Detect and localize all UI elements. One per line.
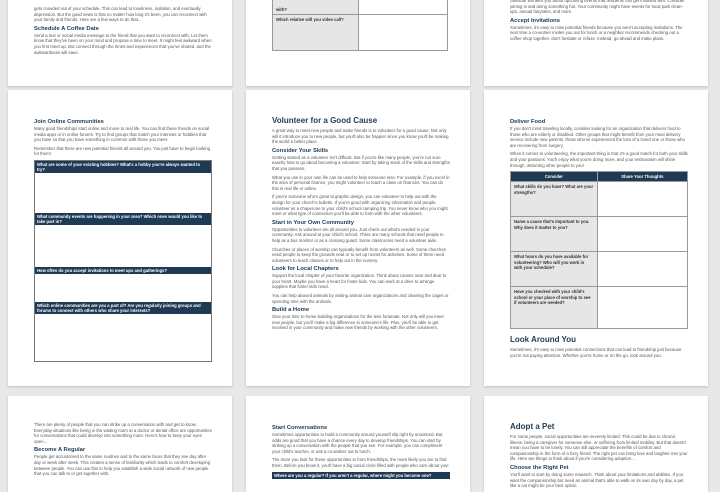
- body-text: There are plenty of people that you can strike up a conversation with and get to know. Everyday situations like being in the waiting room at a doctor or dental office are opportunities for conversations that could develop into something more. Here's how to keep your eyes open...: [34, 422, 212, 444]
- answer-cell[interactable]: [597, 252, 687, 287]
- column-header: Share Your Thoughts: [597, 172, 687, 182]
- question-cell: What hours do you have available for volunteering? Who will you work in with your schedule?: [511, 252, 598, 287]
- page-title: Volunteer for a Good Cause: [272, 116, 378, 125]
- answer-cell[interactable]: [597, 217, 687, 252]
- question-bar: What community events are happening in your area? Which ones would you like to take part in?: [35, 213, 211, 225]
- body-text: People get accustomed to the same routines and to the same faces that they see day after day or week after week. This creates a sense of familiarity which leads to comfort developing between people. You can use this to help you establish a wide social network of new people that you can talk to or get together with.: [34, 454, 211, 477]
- page-6: [484, 90, 708, 386]
- answer-cell[interactable]: [597, 182, 687, 217]
- answer-cell[interactable]: [358, 0, 447, 15]
- page-9: [484, 396, 708, 492]
- body-text: You can help abused animals by visiting animal care organizations and cleaning the cages or spending time with the animals.: [272, 293, 449, 304]
- worksheet-table: [272, 0, 448, 51]
- answer-cell[interactable]: [358, 15, 447, 51]
- body-text: Sometimes, it's easy to miss potential friends because you aren't accepting invitations. The next time a co-worker invites you out for lunch or a neighbor recommends checking out a coffee shop together, don't hesitate or refuse. Instead, go ahead and make plans.: [510, 24, 683, 41]
- section-heading: Join Online Communities: [34, 119, 104, 125]
- question-bar: What are some of your existing hobbies? What's a hobby you're always wanted to try?: [35, 161, 211, 173]
- section-heading: Consider Your Skills: [272, 147, 329, 154]
- worksheet-table: [510, 171, 688, 329]
- question-cell: Name a cause that's important to you. Why does it matter to you?: [511, 217, 598, 252]
- worksheet-box: [34, 160, 212, 362]
- body-text: Sometimes, it's easy to miss potential connections that can lead to friendship just because you're not paying attention. Whether you're home or on the go, look around you.: [510, 347, 682, 358]
- answer-area[interactable]: [35, 274, 211, 302]
- body-text: gets crowded out of your schedule. This can lead to loneliness, isolation, and eventually depression. But the good news is that no matter how long it's been, you can reconnect with your family and friends. Here are a few ways to do that...: [34, 6, 207, 23]
- page-title: Adopt a Pet: [510, 422, 555, 431]
- question-bar: Which online communities are you a part of? Are you regularly joining groups and forums to connect with others who share your interests?: [35, 302, 211, 314]
- section-heading: Accept Invitations: [510, 17, 560, 24]
- column-header: Consider: [511, 172, 598, 182]
- page-8: [246, 396, 470, 492]
- question-cell: with?: [273, 0, 359, 15]
- question-cell: Have you checked with your child's school or your place of worship to see if volunteers are needed?: [511, 287, 598, 329]
- body-text: Churches or places of worship can typically benefit from volunteers as well. Some churches need people to keep the grounds neat or to set up rooms for activities. Some of them need volunteers to teach classes or to help out in the nursery.: [272, 246, 446, 263]
- body-text: You'll want to start by doing some research. Think about your limitations and abilities. If you want the companionship but need an animal that's able to walk on its own day by day, a pet like a cat might be your best option.: [510, 471, 684, 489]
- body-text: Remember that there are new potential friends all around you. You just have to begin looking for them!: [34, 145, 211, 157]
- question-cell: What skills do you have? What are your strengths?: [511, 182, 598, 217]
- body-text: If you're someone who's great at graphic design, you can volunteer to help out with the design for your church's bulletin. If you're good with organizing information and people, volunteer as a chaperone to your child's school camping trip. You never know who you might meet or what type of connection you'll be able to form with the other volunteers.: [272, 194, 448, 217]
- body-text: What you use in your own life can be used to help someone else. For example, if you excel in the area of personal finance, you might volunteer to teach a class on finances. You can do this in real life or online.: [272, 174, 450, 191]
- page-3: [484, 0, 708, 86]
- answer-cell[interactable]: [597, 287, 687, 329]
- body-text: Support the local chapter of your favorite organization. Think about causes near and dear to your heart. Maybe you have a heart for foster kids. You can work at a drive to arrange supplies that foster kids need.: [272, 273, 447, 290]
- body-text: When it comes to volunteering, the important thing is that it's a good match for both your skills and your passions. You'll enjoy what you're doing more, and your enthusiasm will shine through, attracting other people to you!: [510, 151, 688, 168]
- page-5: [246, 90, 470, 386]
- section-heading: Start in Your Own Community: [272, 219, 354, 226]
- body-text: Opportunities to volunteer are all around you. Just check out what's needed in your community. Ask around at your child's school. There are many schools that need people to help as a bus monitor or as a crossing guard. Some classrooms need a volunteer aide.: [272, 226, 444, 243]
- page-2: [246, 0, 470, 86]
- body-text: For some people, social opportunities are severely limited. This could be due to chronic illness, being a caregiver for someone else, or suffering from limited mobility. But that doesn't mean you have to be lonely. You can still appreciate the benefits of comfort and companionship in the form of a furry friend. The right pet can bring love and laughter into your life. Here are things to think about if you're considering adoption...: [510, 434, 688, 462]
- page-1: [8, 0, 232, 86]
- answer-area[interactable]: [35, 225, 211, 267]
- section-heading: Look for Local Chapters: [272, 266, 339, 273]
- question-cell: Which relative will you video call?: [273, 15, 359, 51]
- body-text: A great way to meet new people and make friends is to volunteer for a good cause. Not only will it introduce you to new people, but you'll also be happier since you know you'll be making the world a better place.: [272, 128, 449, 145]
- body-text: Give your time to home building organizations for the less fortunate. Not only will you meet new people, but you'll make a big difference in someone's life. Plus, you'll be able to get involved in your community and make new friends by working with the other volunteers.: [272, 314, 444, 331]
- section-heading: Become A Regular: [34, 447, 86, 454]
- body-text: The more you look for these opportunities to form friendships, the more likely you are to find them. Before you know it, you'll have a big social circle filled with people who care about you!: [272, 457, 449, 468]
- section-heading: Start Conversations: [272, 425, 328, 431]
- page-4: [8, 90, 232, 386]
- section-heading: Choose the Right Pet: [510, 464, 569, 471]
- body-text: Sometimes opportunities to build a community around yourself slip right by unnoticed. But odds are good that you have a chance every day to develop friendships. You can start by striking up a conversation with the people that you see. For example, you can compliment your child's teacher, or ask a co-worker out to lunch.: [272, 432, 443, 454]
- body-text: If you don't mind traveling locally, consider looking for an organization that delivers food to those who are elderly or disabled. Other groups that might benefit from your meal delivery service include new parents, those who've experienced the loss of a loved one or those who are recovering from surgery.: [510, 126, 685, 148]
- answer-area[interactable]: [35, 173, 211, 213]
- body-text: Many good friendships start online and move to real life. You can find these friends on social media apps or in online forums. Try to find groups that match your interests or hobbies that you have so that you have something in common with those you meet.: [34, 126, 210, 143]
- section-heading: Schedule A Coffee Date: [34, 25, 99, 32]
- answer-area[interactable]: [35, 314, 211, 344]
- question-bar: Where are you a regular? If you aren't a regular, where might you become one?: [272, 472, 450, 479]
- section-title: Look Around You: [510, 335, 577, 345]
- section-heading: Build a Home: [272, 307, 310, 314]
- body-text: Getting started as a volunteer isn't difficult. But if you're like many people, you're not sure exactly how to go about becoming a volunteer. Start by taking stock of the skills and strengths that you possess.: [272, 154, 450, 171]
- body-text: Send a text or social media message to the friend that you want to reconnect with. Let them know that they've been on your mind and propose a time to meet. It might feel awkward when you first meet up. But connect through the times and experiences that you've shared, and the awkwardness will ease.: [34, 32, 212, 55]
- question-bar: How often do you accept invitations to meet ups and gatherings?: [35, 267, 211, 274]
- body-text: calendar will alert you about upcoming events that residents can get involved with. Consider joining in and doing something fun. Your community might have events for local park clean-ups, annual fairytales, and more.: [510, 0, 685, 15]
- section-heading: Deliver Food: [510, 119, 546, 125]
- page-7: [8, 396, 232, 492]
